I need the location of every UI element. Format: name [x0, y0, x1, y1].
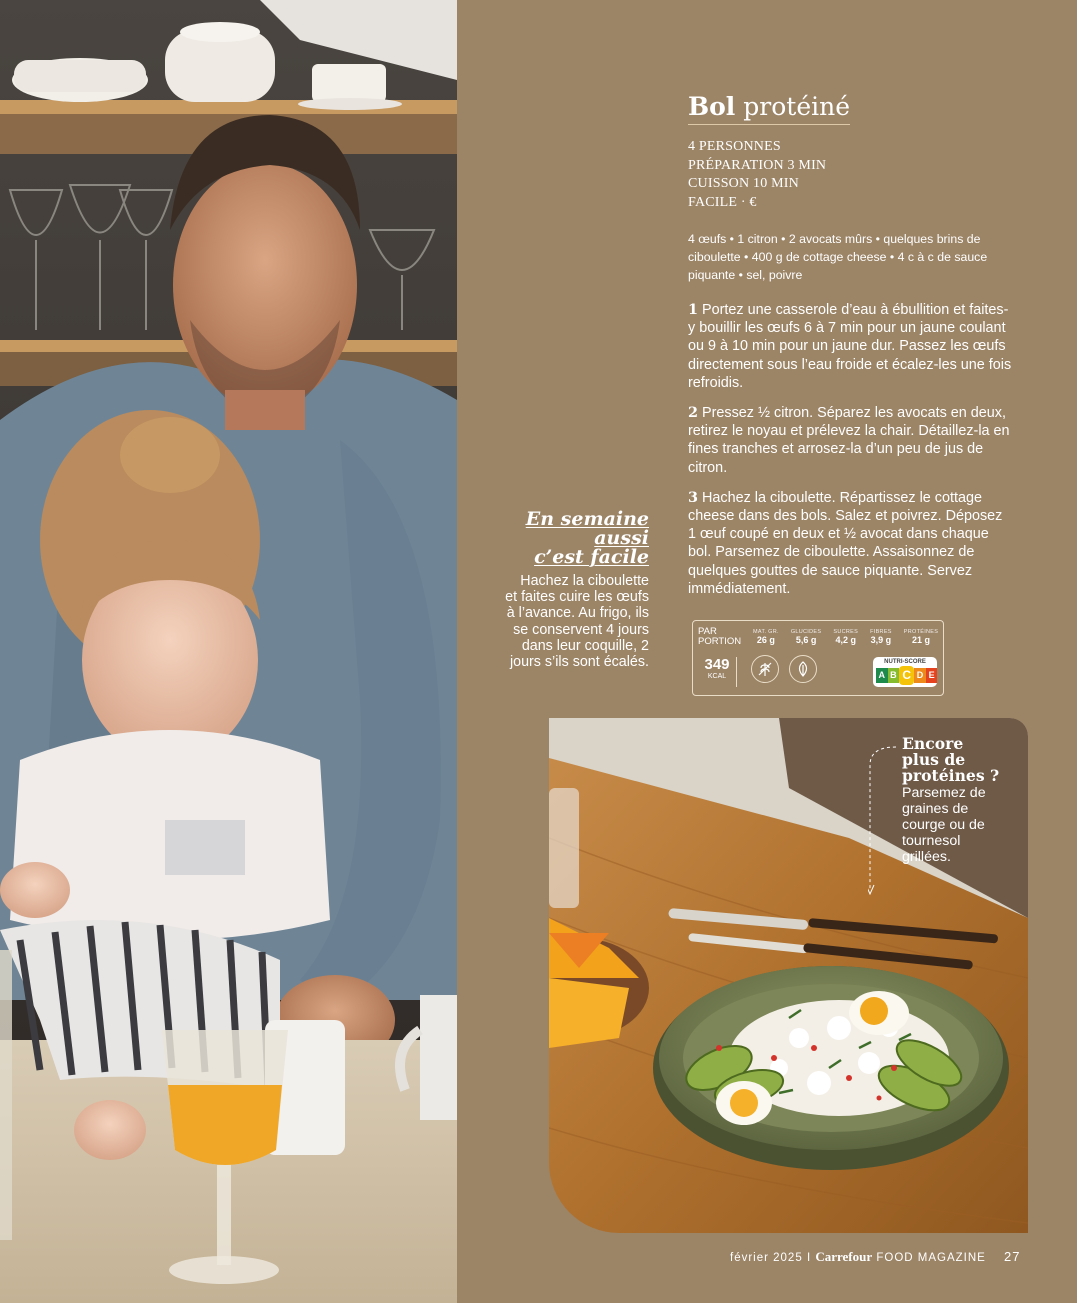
recipe-title-light: protéiné — [743, 92, 851, 121]
nutrient-label: PROTÉINES — [903, 629, 939, 635]
per-portion-line: PAR — [698, 626, 717, 637]
nutrient-protein — [904, 629, 938, 645]
calories-value: 349 — [704, 656, 730, 673]
ingredients-list: 4 œufs • 1 citron • 2 avocats mûrs • quelques brins de ciboulette • 400 g de cottage cheese • 4 c à c de sauce piquante • sel, poivre — [688, 232, 988, 282]
step-text: Portez une casserole d’eau à ébullition et faites-y bouillir les œufs 6 à 7 min pour un jaune coulant ou 9 à 10 min pour un jaune dur. Passez les œufs directement sous l’eau froide et écalez-les une fois refroidis. — [688, 302, 1012, 391]
nutri-score-letters — [876, 668, 937, 685]
nutrient-label: FIBRES — [870, 629, 892, 635]
recipe-steps — [688, 301, 1013, 610]
servings: 4 PERSONNES — [688, 139, 781, 154]
issue-date: février 2025 — [730, 1252, 803, 1264]
nutrition-values — [753, 629, 938, 645]
callout-title-line: Encore — [902, 734, 964, 753]
tip-title-line: En semaine — [525, 508, 649, 530]
nutrient-value: 26 g — [756, 635, 775, 645]
nutrient-sugars — [833, 629, 858, 645]
step-text: Hachez la ciboulette. Répartissez le cottage cheese dans des bols. Salez et poivrez. Déposez 1 œuf coupé en deux et ½ avocat dans chaque bol. Parsemez de ciboulette. Assaisonnez de quelques gouttes de sauce piquante. Servez immédiatement. — [688, 489, 1003, 597]
nutrient-value: 4,2 g — [835, 635, 856, 645]
nutri-score-letter-b: B — [888, 668, 900, 683]
calories-unit: KCAL — [707, 673, 727, 680]
prep-time: PRÉPARATION 3 MIN — [688, 157, 827, 173]
gluten-free-icon — [751, 655, 779, 683]
tip-title-line: aussi — [594, 527, 649, 549]
calories — [698, 657, 737, 687]
cook-time: CUISSON 10 MIN — [688, 176, 799, 191]
step-text: Pressez ½ citron. Séparez les avocats en deux, retirez le noyau et prélevez la chair. Détaillez-la en fines tranches et arrosez-la d’un peu de jus de citron. — [688, 405, 1010, 476]
nutrient-label: SUCRES — [833, 629, 859, 635]
tip-title-line: c’est facile — [534, 546, 649, 568]
step-1 — [688, 301, 1013, 392]
protein-tip-title — [902, 736, 1012, 784]
page-footer — [730, 1249, 1021, 1265]
difficulty-price: FACILE · € — [688, 194, 757, 210]
nutrition-panel — [692, 620, 944, 696]
footer-separator: I — [806, 1252, 812, 1264]
nutrient-carbs — [791, 629, 822, 645]
vegetarian-leaf-icon — [789, 655, 817, 683]
nutrient-fiber — [870, 629, 892, 645]
protein-tip-callout — [902, 736, 1012, 865]
nutri-score-badge — [873, 657, 937, 687]
protein-tip-body: Parsemez de graines de courge ou de tournesol grillées. — [902, 785, 986, 865]
weekday-tip-title — [505, 510, 649, 567]
callout-title-line: plus de — [902, 750, 966, 769]
page-number: 27 — [1004, 1249, 1021, 1264]
weekday-tip — [505, 510, 649, 670]
per-portion-line: PORTION — [698, 635, 742, 647]
step-number: 1 — [688, 301, 699, 318]
recipe-meta — [688, 138, 826, 212]
step-number: 3 — [688, 488, 699, 506]
nutri-score-letter-d: D — [914, 668, 926, 683]
diet-icons — [751, 655, 817, 683]
nutrient-label: GLUCIDES — [790, 629, 822, 635]
nutrient-value: 3,9 g — [870, 635, 892, 645]
recipe-title-bold: Bol — [688, 92, 736, 121]
nutrient-fat — [753, 629, 779, 645]
nutrient-value: 5,6 g — [795, 635, 817, 645]
magazine-name: FOOD MAGAZINE — [876, 1252, 986, 1264]
brand-name: Carrefour — [815, 1249, 873, 1264]
callout-title-line: protéines ? — [902, 766, 1000, 785]
nutrient-value: 21 g — [912, 635, 931, 645]
nutrient-label: MAT. GR. — [753, 629, 779, 635]
step-3 — [688, 489, 1013, 598]
step-number: 2 — [688, 404, 699, 422]
nutri-score-label: NUTRI-SCORE — [884, 659, 926, 665]
nutri-score-letter-c: C — [899, 666, 914, 685]
per-portion-label — [698, 627, 741, 646]
recipe-title — [688, 92, 850, 125]
weekday-tip-body: Hachez la ciboulette et faites cuire les œufs à l’avance. Au frigo, ils se conservent 4 jours dans leur coquille, 2 jours s’ils sont écalés. — [505, 573, 649, 671]
nutri-score-letter-a: A — [876, 668, 888, 683]
step-2 — [688, 404, 1013, 477]
family-kitchen-photo — [0, 0, 457, 1303]
nutri-score-letter-e: E — [926, 668, 938, 683]
callout-arrow — [868, 745, 898, 897]
